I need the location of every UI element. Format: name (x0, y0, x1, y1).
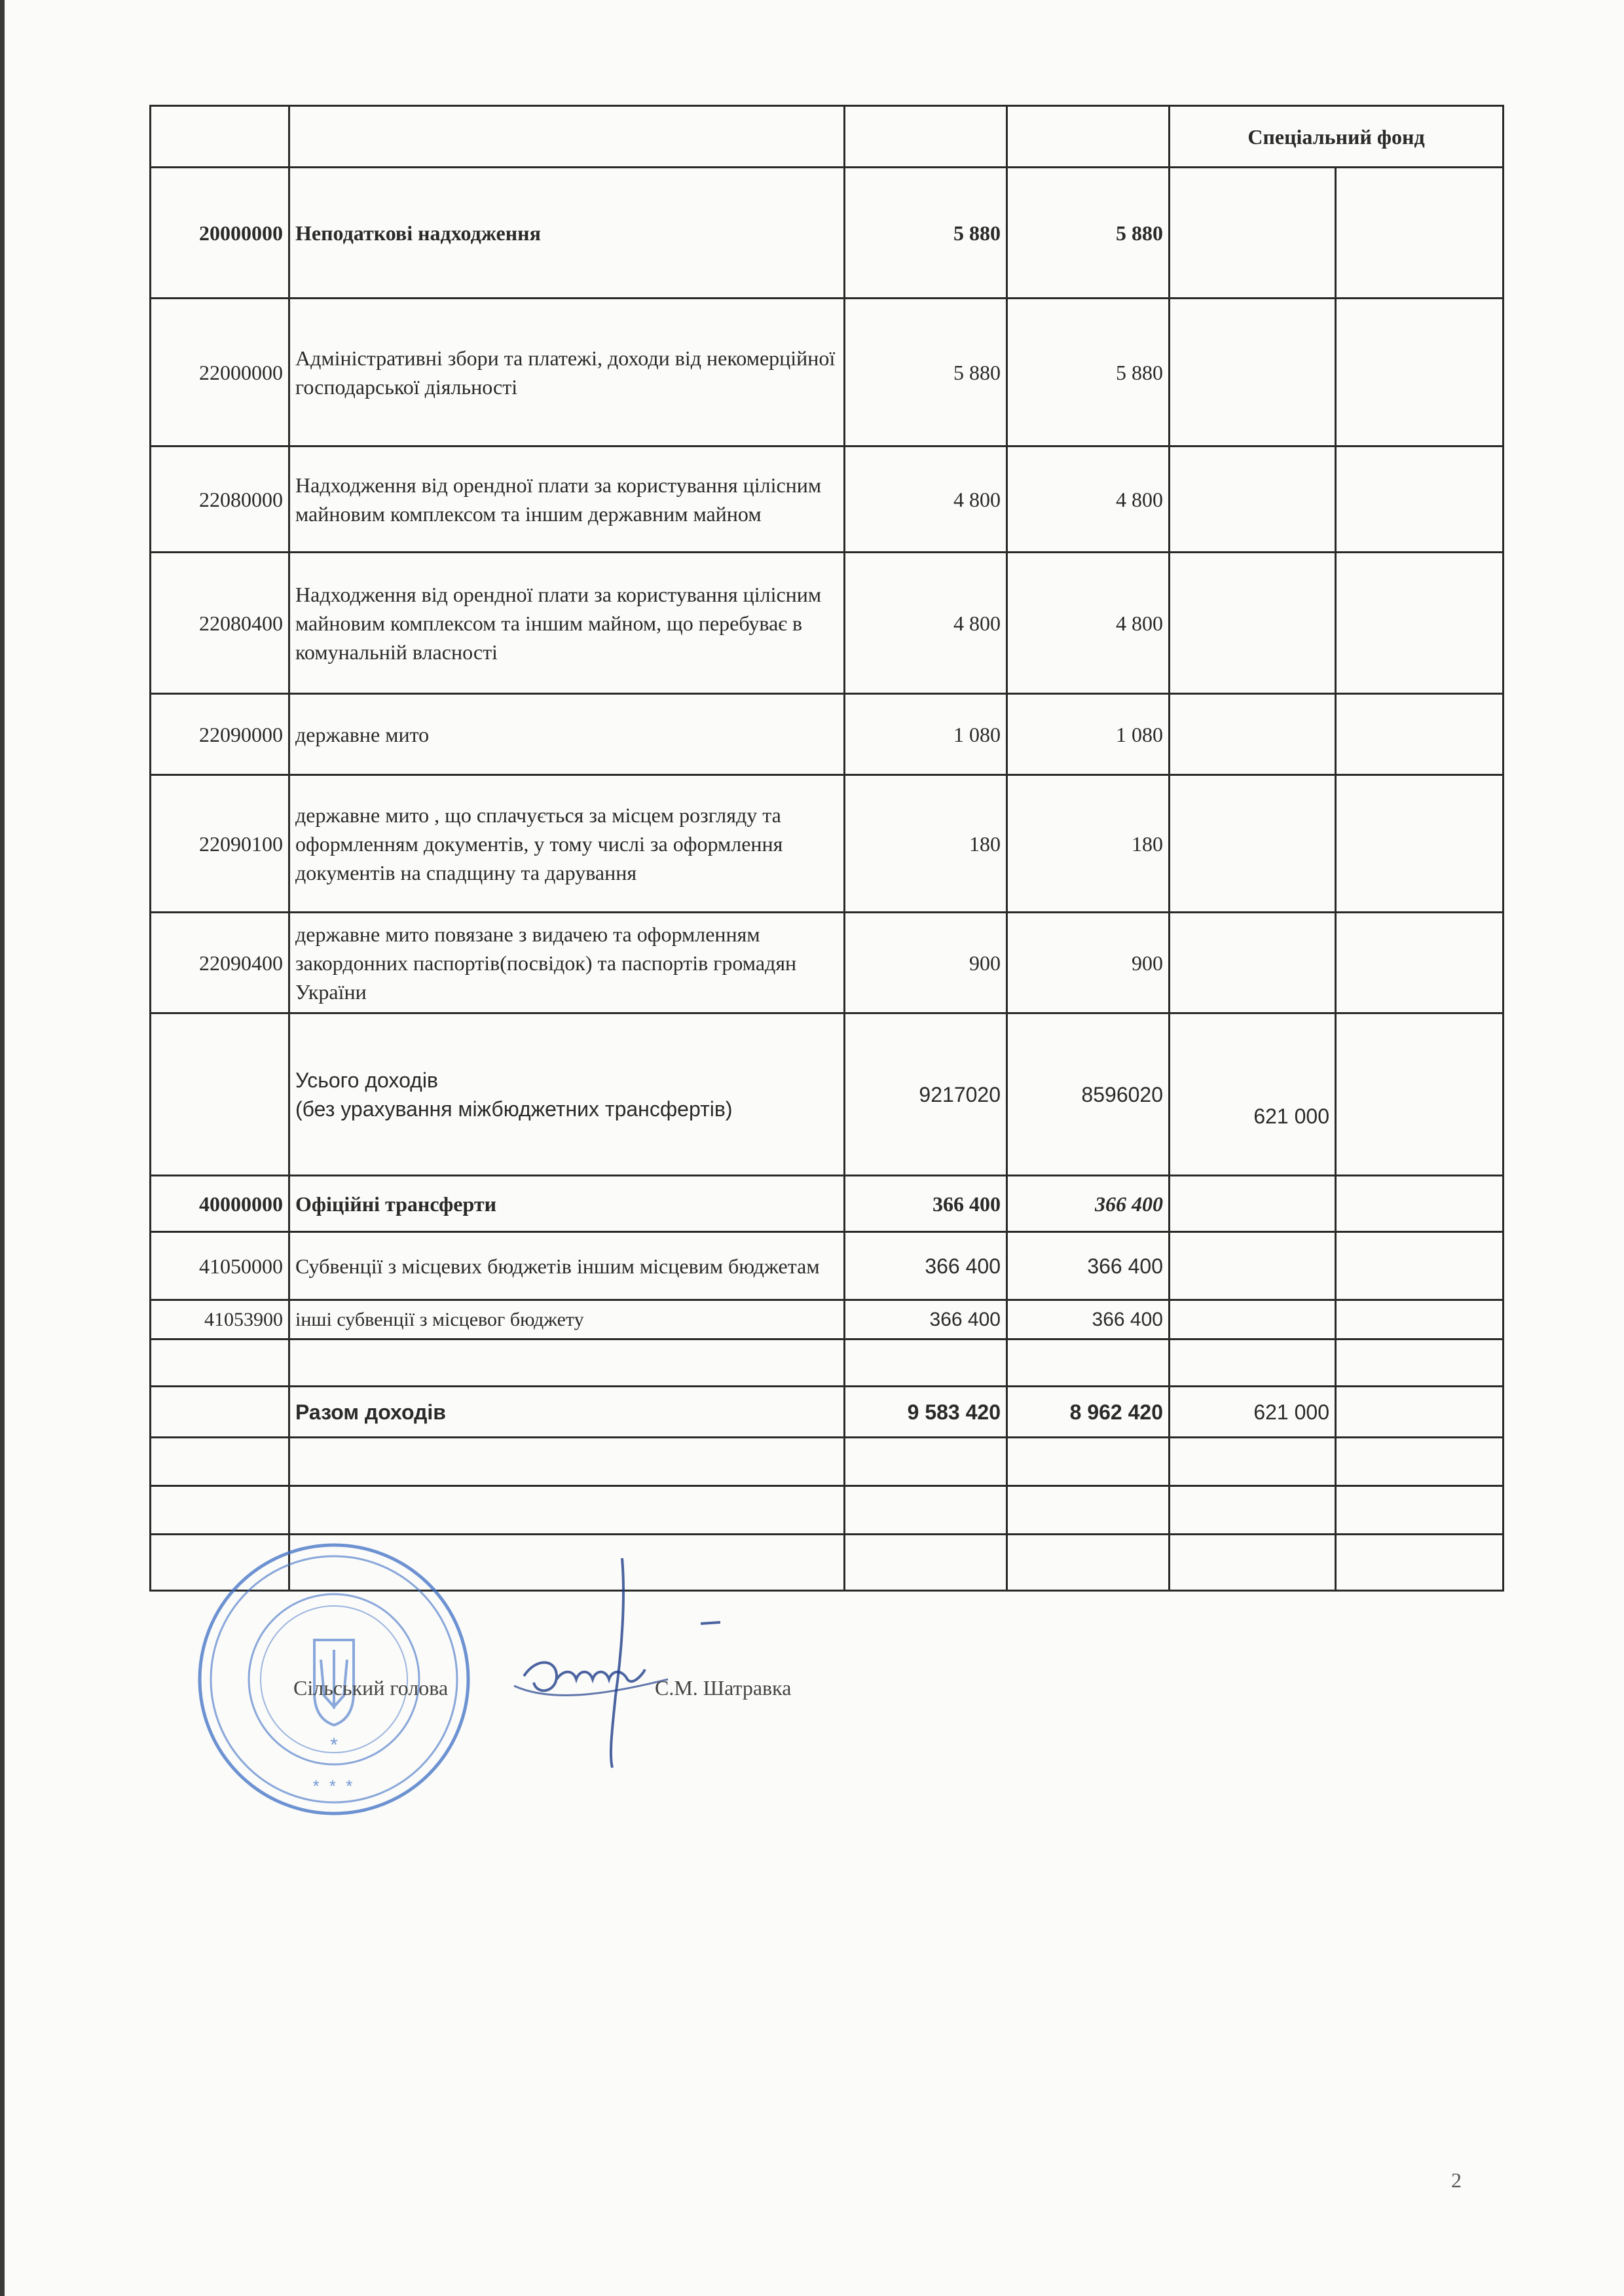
row-general: 180 (1007, 775, 1170, 913)
row-special (1170, 299, 1336, 446)
table-row (151, 1300, 1504, 1339)
empty-row (151, 1339, 1504, 1387)
row-total: 5 880 (845, 299, 1007, 446)
row-special (1170, 446, 1336, 553)
row-name: Офіційні трансферти (289, 1176, 845, 1232)
row-code: 22090100 (151, 775, 289, 913)
row-special (1170, 775, 1336, 913)
subtotal-row (151, 1013, 1504, 1176)
table-row (151, 168, 1504, 299)
row-special (1170, 913, 1336, 1013)
row-name: державне мито повязане з видачею та оформленням закордонних паспортів(посвідок) та паспортів громадян України (289, 913, 845, 1013)
row-name: Надходження від орендної плати за користування цілісним майновим комплексом та іншим державним майном (289, 446, 845, 553)
row-total: 9 583 420 (845, 1387, 1007, 1438)
row-general: 8596020 (1007, 1013, 1170, 1176)
subtotal-label: Усього доходів (без урахування міжбюджетних трансфертів) (289, 1013, 845, 1176)
row-name: Надходження від орендної плати за користування цілісним майновим комплексом та іншим майном, що перебуває в комунальній власності (289, 553, 845, 694)
row-code: 20000000 (151, 168, 289, 299)
grand-total-label: Разом доходів (289, 1387, 845, 1438)
table-row (151, 775, 1504, 913)
row-general: 4 800 (1007, 446, 1170, 553)
svg-text:*: * (330, 1734, 338, 1756)
special-fund-header: Спеціальний фонд (1170, 106, 1504, 168)
page-number: 2 (1451, 2168, 1462, 2192)
row-special (1170, 1300, 1336, 1339)
empty-row (151, 1486, 1504, 1535)
row-special (1170, 694, 1336, 775)
table-row (151, 1232, 1504, 1300)
svg-text:* * *: * * * (312, 1776, 356, 1796)
row-general: 4 800 (1007, 553, 1170, 694)
row-special (1170, 168, 1336, 299)
row-code (151, 1013, 289, 1176)
table-row (151, 299, 1504, 446)
table-row (151, 694, 1504, 775)
row-name: державне мито (289, 694, 845, 775)
empty-row (151, 1438, 1504, 1486)
row-code: 41053900 (151, 1300, 289, 1339)
row-total: 9217020 (845, 1013, 1007, 1176)
row-name: державне мито , що сплачується за місцем розгляду та оформленням документів, у тому числі за оформлення документів на спадщину та дарування (289, 775, 845, 913)
row-name: Субвенції з місцевих бюджетів іншим місцевим бюджетам (289, 1232, 845, 1300)
table-row (151, 553, 1504, 694)
row-general: 900 (1007, 913, 1170, 1013)
row-general: 366 400 (1007, 1300, 1170, 1339)
table-row (151, 1176, 1504, 1232)
table-row (151, 446, 1504, 553)
row-special (1170, 1176, 1336, 1232)
row-code: 22080400 (151, 553, 289, 694)
row-total: 366 400 (845, 1300, 1007, 1339)
row-general: 5 880 (1007, 299, 1170, 446)
budget-table (149, 105, 1504, 1592)
signatory-name: С.М. Шатравка (655, 1676, 792, 1700)
row-name: інші субвенції з місцевог бюджету (289, 1300, 845, 1339)
row-general: 366 400 (1007, 1232, 1170, 1300)
row-general: 8 962 420 (1007, 1387, 1170, 1438)
signatory-position: Сільський голова (293, 1676, 449, 1700)
row-name: Адміністративні збори та платежі, доходи від некомерційної господарської діяльності (289, 299, 845, 446)
handwritten-signature (511, 1545, 720, 1781)
row-code: 22000000 (151, 299, 289, 446)
row-code: 40000000 (151, 1176, 289, 1232)
row-total: 1 080 (845, 694, 1007, 775)
scan-edge (0, 0, 5, 2296)
row-code (151, 1387, 289, 1438)
table-row (151, 913, 1504, 1013)
row-code: 22090400 (151, 913, 289, 1013)
header-row (151, 106, 1504, 168)
row-code: 22080000 (151, 446, 289, 553)
row-general: 366 400 (1007, 1176, 1170, 1232)
row-total: 4 800 (845, 553, 1007, 694)
row-total: 5 880 (845, 168, 1007, 299)
row-total: 180 (845, 775, 1007, 913)
row-total: 366 400 (845, 1176, 1007, 1232)
row-special: 621 000 (1170, 1013, 1336, 1176)
row-code: 22090000 (151, 694, 289, 775)
row-name: Неподаткові надходження (289, 168, 845, 299)
row-special: 621 000 (1170, 1387, 1336, 1438)
row-special (1170, 1232, 1336, 1300)
row-special (1170, 553, 1336, 694)
row-total: 366 400 (845, 1232, 1007, 1300)
row-general: 5 880 (1007, 168, 1170, 299)
row-total: 900 (845, 913, 1007, 1013)
grand-total-row (151, 1387, 1504, 1438)
row-code: 41050000 (151, 1232, 289, 1300)
row-total: 4 800 (845, 446, 1007, 553)
row-general: 1 080 (1007, 694, 1170, 775)
